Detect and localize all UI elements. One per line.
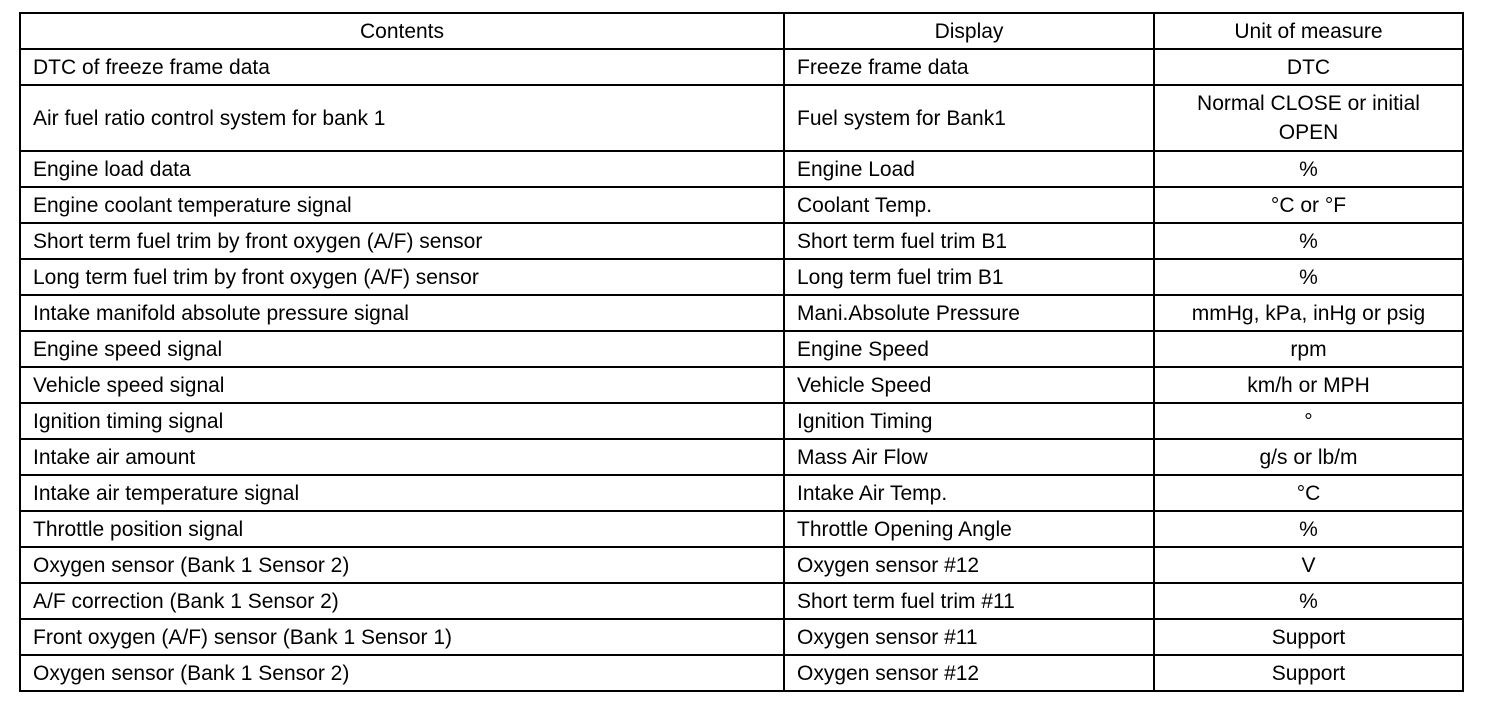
cell-display: Coolant Temp. bbox=[784, 187, 1154, 223]
table-row bbox=[20, 619, 1463, 655]
cell-display: Mass Air Flow bbox=[784, 439, 1154, 475]
header-contents: Contents bbox=[20, 13, 784, 49]
cell-display: Long term fuel trim B1 bbox=[784, 259, 1154, 295]
table-row bbox=[20, 151, 1463, 187]
table-row bbox=[20, 511, 1463, 547]
cell-display: Short term fuel trim B1 bbox=[784, 223, 1154, 259]
cell-contents: Vehicle speed signal bbox=[20, 367, 784, 403]
cell-unit: % bbox=[1154, 151, 1463, 187]
cell-contents: Short term fuel trim by front oxygen (A/F) sensor bbox=[20, 223, 784, 259]
cell-contents: DTC of freeze frame data bbox=[20, 49, 784, 85]
freeze-frame-data-table bbox=[19, 12, 1464, 692]
cell-contents: A/F correction (Bank 1 Sensor 2) bbox=[20, 583, 784, 619]
table-row bbox=[20, 49, 1463, 85]
cell-display: Engine Load bbox=[784, 151, 1154, 187]
cell-unit: °C bbox=[1154, 475, 1463, 511]
cell-unit: km/h or MPH bbox=[1154, 367, 1463, 403]
cell-unit: g/s or lb/m bbox=[1154, 439, 1463, 475]
cell-contents: Long term fuel trim by front oxygen (A/F) sensor bbox=[20, 259, 784, 295]
table-row bbox=[20, 547, 1463, 583]
table-row bbox=[20, 85, 1463, 151]
cell-unit: rpm bbox=[1154, 331, 1463, 367]
cell-unit: Normal CLOSE or initial OPEN bbox=[1154, 85, 1463, 151]
table-row bbox=[20, 439, 1463, 475]
cell-contents: Oxygen sensor (Bank 1 Sensor 2) bbox=[20, 655, 784, 691]
cell-unit: Support bbox=[1154, 655, 1463, 691]
cell-unit: % bbox=[1154, 583, 1463, 619]
cell-contents: Oxygen sensor (Bank 1 Sensor 2) bbox=[20, 547, 784, 583]
cell-display: Ignition Timing bbox=[784, 403, 1154, 439]
header-display: Display bbox=[784, 13, 1154, 49]
table-row bbox=[20, 295, 1463, 331]
cell-display: Oxygen sensor #12 bbox=[784, 547, 1154, 583]
table-row bbox=[20, 187, 1463, 223]
cell-unit: mmHg, kPa, inHg or psig bbox=[1154, 295, 1463, 331]
cell-contents: Engine load data bbox=[20, 151, 784, 187]
cell-contents: Front oxygen (A/F) sensor (Bank 1 Sensor 1) bbox=[20, 619, 784, 655]
cell-display: Oxygen sensor #11 bbox=[784, 619, 1154, 655]
cell-unit: DTC bbox=[1154, 49, 1463, 85]
cell-contents: Throttle position signal bbox=[20, 511, 784, 547]
cell-unit: % bbox=[1154, 511, 1463, 547]
table-row bbox=[20, 583, 1463, 619]
header-row bbox=[20, 13, 1463, 49]
cell-contents: Ignition timing signal bbox=[20, 403, 784, 439]
table-row bbox=[20, 331, 1463, 367]
table-row bbox=[20, 367, 1463, 403]
cell-contents: Intake air temperature signal bbox=[20, 475, 784, 511]
table-row bbox=[20, 259, 1463, 295]
cell-contents: Engine speed signal bbox=[20, 331, 784, 367]
cell-display: Throttle Opening Angle bbox=[784, 511, 1154, 547]
cell-display: Engine Speed bbox=[784, 331, 1154, 367]
cell-contents: Air fuel ratio control system for bank 1 bbox=[20, 85, 784, 151]
cell-unit: Support bbox=[1154, 619, 1463, 655]
cell-display: Freeze frame data bbox=[784, 49, 1154, 85]
cell-unit: ° bbox=[1154, 403, 1463, 439]
cell-display: Fuel system for Bank1 bbox=[784, 85, 1154, 151]
cell-display: Short term fuel trim #11 bbox=[784, 583, 1154, 619]
cell-unit: °C or °F bbox=[1154, 187, 1463, 223]
table-row bbox=[20, 655, 1463, 691]
table-header bbox=[20, 13, 1463, 49]
cell-contents: Intake manifold absolute pressure signal bbox=[20, 295, 784, 331]
header-unit-of-measure: Unit of measure bbox=[1154, 13, 1463, 49]
cell-unit: % bbox=[1154, 259, 1463, 295]
cell-display: Oxygen sensor #12 bbox=[784, 655, 1154, 691]
table-row bbox=[20, 475, 1463, 511]
table-body bbox=[20, 49, 1463, 691]
table-row bbox=[20, 403, 1463, 439]
cell-unit: V bbox=[1154, 547, 1463, 583]
cell-display: Intake Air Temp. bbox=[784, 475, 1154, 511]
cell-display: Vehicle Speed bbox=[784, 367, 1154, 403]
cell-contents: Intake air amount bbox=[20, 439, 784, 475]
cell-unit: % bbox=[1154, 223, 1463, 259]
cell-display: Mani.Absolute Pressure bbox=[784, 295, 1154, 331]
table-row bbox=[20, 223, 1463, 259]
cell-contents: Engine coolant temperature signal bbox=[20, 187, 784, 223]
